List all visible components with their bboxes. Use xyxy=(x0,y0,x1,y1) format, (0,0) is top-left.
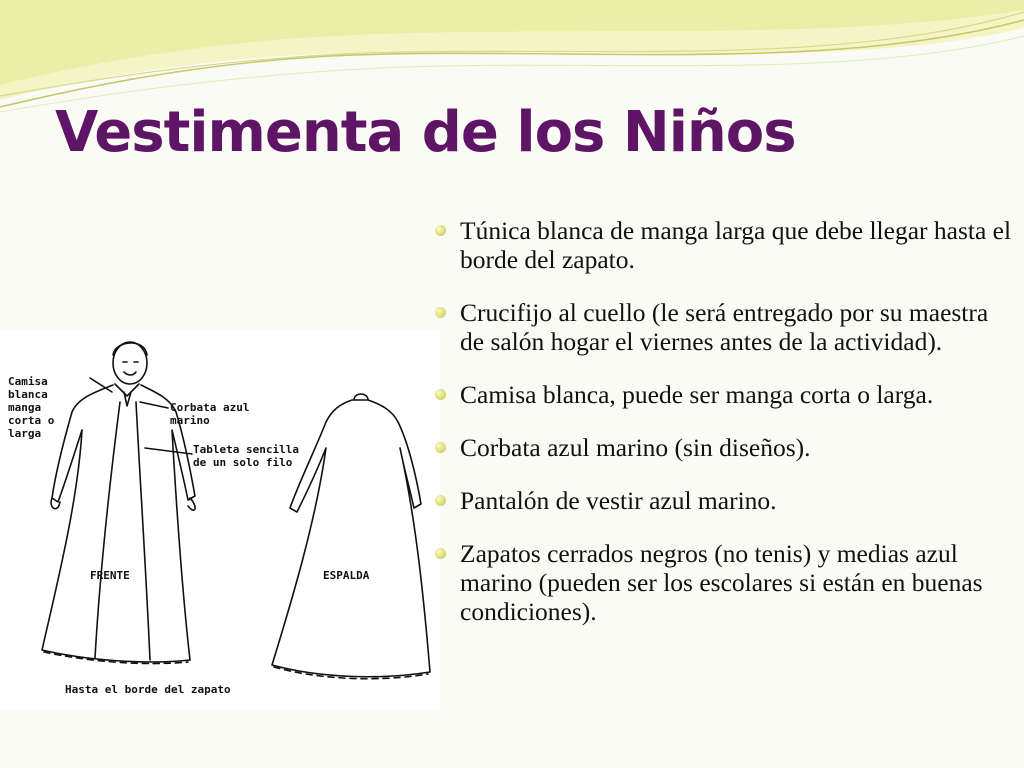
frente-label: FRENTE xyxy=(90,569,130,582)
bullet-text: Túnica blanca de manga larga que debe llegar hasta el borde del zapato. xyxy=(460,216,1012,274)
bullet-item xyxy=(432,433,1012,462)
child-head-illustration xyxy=(113,342,147,384)
bullet-dot-icon xyxy=(435,389,446,400)
bullet-item xyxy=(432,380,1012,409)
bullet-item xyxy=(432,539,1012,626)
tunic-diagram xyxy=(0,330,440,710)
bullet-text: Camisa blanca, puede ser manga corta o larga. xyxy=(460,380,934,409)
bullet-list xyxy=(432,216,1012,650)
bullet-dot-icon xyxy=(435,442,446,453)
bullet-item xyxy=(432,486,1012,515)
diagram-background xyxy=(0,330,440,710)
borde-label: Hasta el borde del zapato xyxy=(65,683,231,696)
bullet-dot-icon xyxy=(435,225,446,236)
espalda-label: ESPALDA xyxy=(323,569,370,582)
bullet-text: Pantalón de vestir azul marino. xyxy=(460,486,777,515)
bullet-dot-icon xyxy=(435,307,446,318)
bullet-item xyxy=(432,216,1012,274)
bullet-dot-icon xyxy=(435,495,446,506)
slide-title: Vestimenta de los Niños xyxy=(55,100,796,165)
bullet-text: Crucifijo al cuello (le será entregado por su maestra de salón hogar el viernes antes de la actividad). xyxy=(460,298,989,356)
bullet-item xyxy=(432,298,1012,356)
camisa-label: Camisa blanca manga corta o larga xyxy=(8,375,55,440)
corbata-label: Corbata azul marino xyxy=(170,401,250,427)
tableta-label: Tableta sencilla de un solo filo xyxy=(193,443,299,469)
bullet-text: Corbata azul marino (sin diseños). xyxy=(460,433,811,462)
bullet-dot-icon xyxy=(435,548,446,559)
bullet-text: Zapatos cerrados negros (no tenis) y medias azul marino (pueden ser los escolares si están en buenas condiciones). xyxy=(460,539,983,626)
